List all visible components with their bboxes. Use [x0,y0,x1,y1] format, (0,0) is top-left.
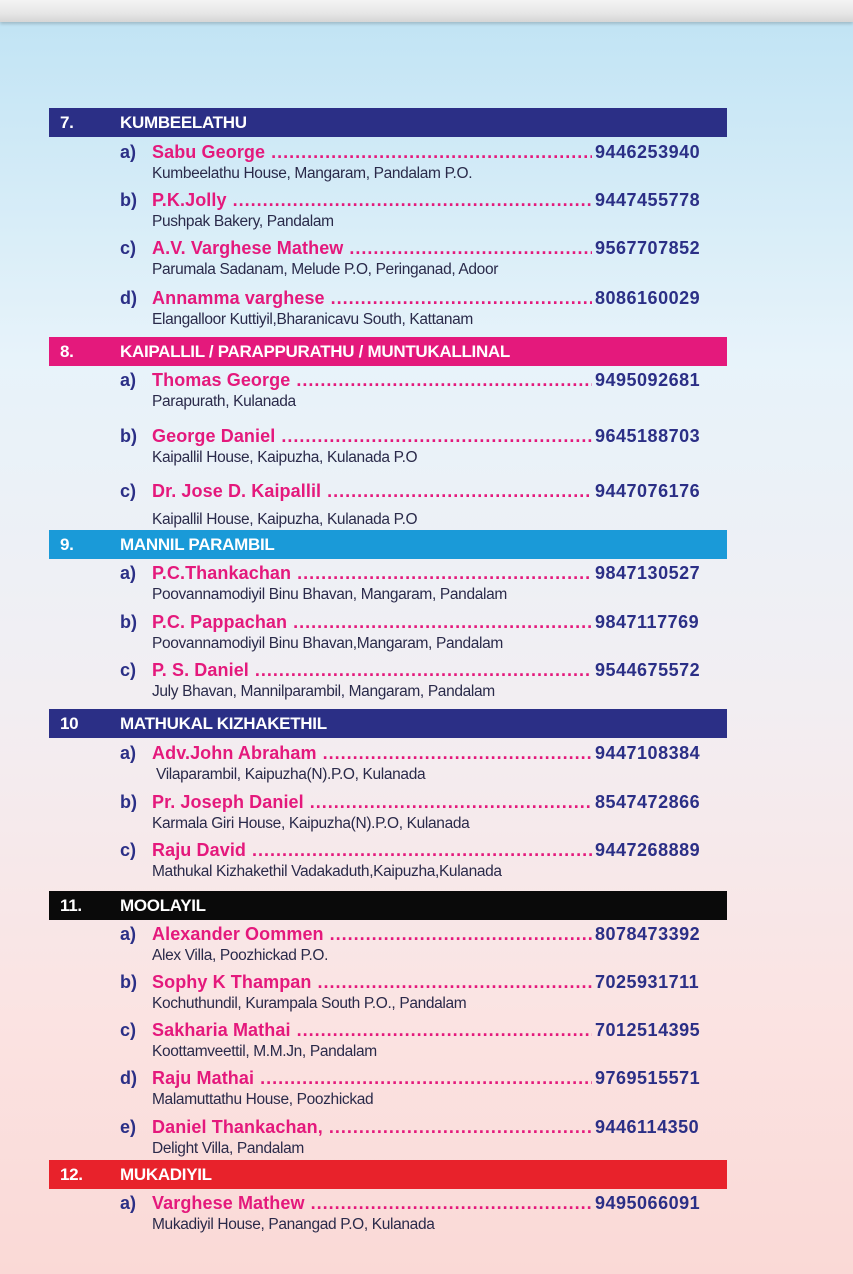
member-name: George Daniel ..... [152,426,592,448]
entry-label: c) [120,238,137,258]
member-address: Poovannamodiyil Binu Bhavan, Mangaram, Pandalam [152,586,507,603]
member-entry [49,660,727,708]
phone-number[interactable]: 7025931711 [595,972,700,992]
member-entry [49,743,727,791]
member-entry [49,370,727,418]
phone-number[interactable]: 9495066091 [595,1193,701,1213]
member-name: Raju David ..... [152,840,592,862]
section-number: 8. [60,341,74,361]
member-name: Daniel Thankachan, ..... [152,1117,592,1139]
entry-label: c) [120,840,137,860]
entry-label: e) [120,1117,137,1137]
section-number: 11. [60,895,82,915]
entry-label: b) [120,190,137,210]
section-header [49,891,727,920]
section-header [49,709,727,738]
member-name: P.K.Jolly ..... [152,190,592,212]
member-address: Kaipallil House, Kaipuzha, Kulanada P.O [152,511,418,528]
family-name: MUKADIYIL [120,1164,212,1184]
phone-number[interactable]: 9495092681 [595,370,701,390]
member-name: Dr. Jose D. Kaipallil ..... [152,481,592,503]
member-entry [49,840,727,888]
section-mannil-parambil [49,530,727,700]
member-address: Kochuthundil, Kurampala South P.O., Pandalam [152,995,467,1012]
section-header [49,108,727,137]
section-number: 9. [60,534,74,554]
member-address: Mukadiyil House, Panangad P.O, Kulanada [152,1216,435,1233]
member-name: Annamma varghese ..... [152,288,592,310]
entry-label: d) [120,288,137,308]
phone-number[interactable]: 9446253940 [595,142,701,162]
entry-label: b) [120,792,137,812]
page-top-border [0,0,853,22]
section-header [49,530,727,559]
member-address: Parapurath, Kulanada [152,393,296,410]
phone-number[interactable]: 9544675572 [595,660,701,680]
entry-label: d) [120,1068,137,1088]
entry-label: c) [120,1020,137,1040]
phone-number[interactable]: 9847117769 [595,612,700,632]
member-address: Pushpak Bakery, Pandalam [152,213,334,230]
entry-label: a) [120,563,137,583]
phone-number[interactable]: 9769515571 [595,1068,701,1088]
member-name: Pr. Joseph Daniel ..... [152,792,592,814]
section-kumbeelathu [49,108,727,328]
member-name: P.C. Pappachan ..... [152,612,592,634]
member-address: Poovannamodiyil Binu Bhavan,Mangaram, Pandalam [152,635,503,652]
member-entry [49,792,727,840]
member-name: Thomas George ..... [152,370,592,392]
member-entry [49,612,727,660]
member-name: Sabu George ..... [152,142,592,164]
section-number: 12. [60,1164,83,1184]
entry-label: b) [120,612,137,632]
member-address: Karmala Giri House, Kaipuzha(N).P.O, Kulanada [152,815,470,832]
member-entry [49,142,727,190]
member-entry [49,481,727,529]
member-address: Kumbeelathu House, Mangaram, Pandalam P.O. [152,165,473,182]
member-name: P.C.Thankachan ..... [152,563,592,585]
phone-number[interactable]: 9447268889 [595,840,701,860]
section-header [49,1160,727,1189]
phone-number[interactable]: 8547472866 [595,792,701,812]
section-header [49,337,727,366]
member-address: Malamuttathu House, Poozhickad [152,1091,374,1108]
member-entry [49,1193,727,1241]
member-address: Parumala Sadanam, Melude P.O, Peringanad, Adoor [152,261,499,278]
entry-label: a) [120,370,137,390]
member-address: July Bhavan, Mannilparambil, Mangaram, Pandalam [152,683,495,700]
member-entry [49,972,727,1020]
phone-number[interactable]: 9447108384 [595,743,701,763]
entry-label: a) [120,142,137,162]
family-name: MANNIL PARAMBIL [120,534,275,554]
member-address: Elangalloor Kuttiyil,Bharanicavu South, Kattanam [152,311,473,328]
member-entry [49,924,727,972]
section-number: 7. [60,112,74,132]
family-name: MATHUKAL KIZHAKETHIL [120,713,327,733]
member-address: Delight Villa, Pandalam [152,1140,304,1157]
member-name: Alexander Oommen ..... [152,924,592,946]
member-address: Kaipallil House, Kaipuzha, Kulanada P.O [152,449,418,466]
member-name: Sakharia Mathai ..... [152,1020,592,1042]
member-entry [49,190,727,238]
entry-label: a) [120,1193,137,1213]
member-name: Varghese Mathew ..... [152,1193,592,1215]
phone-number[interactable]: 8086160029 [595,288,701,308]
entry-label: b) [120,426,137,446]
section-mathukal-kizhakethil [49,709,727,880]
family-name: MOOLAYIL [120,895,206,915]
phone-number[interactable]: 9447455778 [595,190,701,210]
phone-number[interactable]: 9446114350 [595,1117,700,1137]
phone-number[interactable]: 8078473392 [595,924,701,944]
member-name: Raju Mathai ..... [152,1068,592,1090]
member-entry [49,1068,727,1116]
phone-number[interactable]: 9645188703 [595,426,701,446]
entry-label: c) [120,660,137,680]
member-entry [49,288,727,336]
family-name: KAIPALLIL / PARAPPURATHU / MUNTUKALLINAL [120,341,510,361]
family-name: KUMBEELATHU [120,112,247,132]
entry-label: b) [120,972,137,992]
member-name: P. S. Daniel ..... [152,660,592,682]
member-name: Sophy K Thampan ..... [152,972,592,994]
member-address: Koottamveettil, M.M.Jn, Pandalam [152,1043,377,1060]
section-moolayil [49,891,727,1157]
entry-label: c) [120,481,137,501]
member-entry [49,563,727,611]
member-entry [49,1020,727,1068]
phone-number[interactable]: 9847130527 [595,563,701,583]
member-address: Vilaparambil, Kaipuzha(N).P.O, Kulanada [156,766,426,783]
member-entry [49,1117,727,1165]
member-address: Alex Villa, Poozhickad P.O. [152,947,329,964]
member-entry [49,238,727,286]
entry-label: a) [120,743,137,763]
phone-number[interactable]: 9447076176 [595,481,701,501]
phone-number[interactable]: 9567707852 [595,238,701,258]
entry-label: a) [120,924,137,944]
phone-number[interactable]: 7012514395 [595,1020,701,1040]
section-kaipallil [49,337,727,528]
section-mukadiyil [49,1160,727,1233]
member-name: Adv.John Abraham ..... [152,743,592,765]
member-name: A.V. Varghese Mathew ..... [152,238,592,260]
member-entry [49,426,727,474]
member-address: Mathukal Kizhakethil Vadakaduth,Kaipuzha,Kulanada [152,863,502,880]
section-number: 10 [60,713,79,733]
